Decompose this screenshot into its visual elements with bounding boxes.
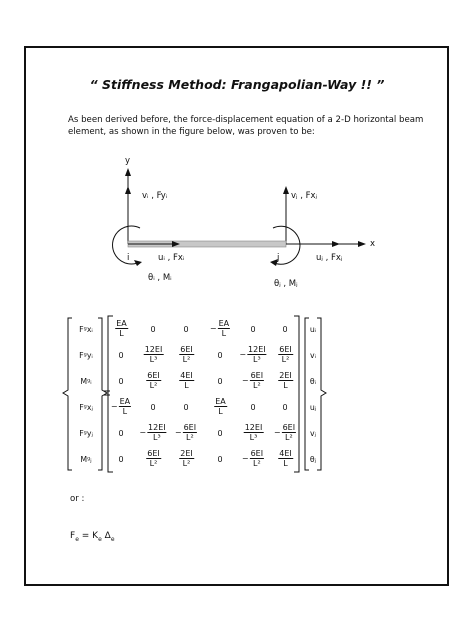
matrix-cell-numerator: 6EI xyxy=(250,449,264,458)
matrix-cell-sign: − xyxy=(139,428,147,437)
eq-stiffness: K xyxy=(92,531,99,541)
matrix-cell: 0 xyxy=(250,403,256,412)
matrix-cell-numerator: 4EI xyxy=(180,371,193,380)
page-title: “ Stiffness Method: Frangapolian-Way !! ” xyxy=(89,77,385,92)
matrix-cell: 0 xyxy=(150,403,156,412)
matrix-cell-numerator: 6EI xyxy=(147,449,160,458)
matrix-cell-numerator: 12EI xyxy=(148,423,166,432)
matrix-cell-denominator: L² xyxy=(281,355,290,364)
eq-force: F xyxy=(70,531,76,541)
matrix-cell-sign: − xyxy=(110,402,118,411)
matrix-cell xyxy=(239,345,266,364)
matrix-cell-denominator: L³ xyxy=(153,433,161,442)
matrix-cell-numerator: 6EI xyxy=(147,371,160,380)
matrix-cell-denominator: L xyxy=(119,329,124,338)
matrix-cell-numerator: EA xyxy=(215,397,226,406)
matrix-cell xyxy=(274,423,296,442)
matrix-cell-numerator: 6EI xyxy=(279,345,292,354)
theta-j-label: θⱼ , Mⱼ xyxy=(274,279,298,289)
matrix-cell-numerator: 2EI xyxy=(279,371,292,380)
matrix-cell xyxy=(210,319,230,338)
rhs-vector-entry: vⱼ xyxy=(310,429,316,438)
lhs-vector-brace-right xyxy=(98,318,107,470)
matrix-cell-sign: − xyxy=(209,324,217,333)
matrix-cell-numerator: 4EI xyxy=(279,449,292,458)
matrix-cell-denominator: L² xyxy=(253,381,261,390)
matrix-cell: 0 xyxy=(250,325,256,334)
matrix-cell: 0 xyxy=(118,351,124,360)
lhs-vector-entry: Fᶢyⱼ xyxy=(79,429,93,438)
lhs-vector-entry: Fᶢyᵢ xyxy=(79,351,93,360)
rhs-vector-entry: uⱼ xyxy=(309,403,317,412)
matrix-cell: 0 xyxy=(183,403,189,412)
matrix-cell-denominator: L xyxy=(283,459,288,468)
uj-label: uⱼ , Fxⱼ xyxy=(316,253,343,263)
matrix-cell-denominator: L² xyxy=(149,459,158,468)
matrix-cell-sign: − xyxy=(239,350,247,359)
matrix-cell: 0 xyxy=(150,325,156,334)
matrix-cell-sign: − xyxy=(174,428,182,437)
matrix-cell: 0 xyxy=(217,455,223,464)
matrix-cell xyxy=(178,371,194,390)
rhs-vector-entry: θⱼ xyxy=(309,455,317,464)
matrix-cell: 0 xyxy=(282,403,288,412)
intro-paragraph: As been derived before, the force-displacement equation of a 2-D horizontal beam element, as shown in the figure below, was proven to be: xyxy=(68,115,424,137)
matrix-cell xyxy=(145,449,161,468)
matrix-cell-numerator: 12EI xyxy=(248,345,266,354)
matrix-cell xyxy=(277,449,293,468)
rhs-vector-bracket-left xyxy=(305,318,309,470)
matrix-cell-denominator: L² xyxy=(182,459,191,468)
node-i-label: i xyxy=(127,253,130,263)
matrix-cell-denominator: L² xyxy=(285,433,293,442)
matrix-cell-denominator: L³ xyxy=(253,355,261,364)
matrix-cell: 0 xyxy=(118,455,124,464)
matrix-cell: 0 xyxy=(217,377,223,386)
matrix-cell xyxy=(243,423,264,442)
lhs-vector-entry: Mᶢⱼ xyxy=(80,455,92,464)
matrix-cell xyxy=(213,397,227,416)
lhs-vector-entry: Fᶢxⱼ xyxy=(79,403,93,412)
matrix-cell-denominator: L xyxy=(218,407,223,416)
matrix-cell xyxy=(139,423,166,442)
vj-label: vⱼ , Fxⱼ xyxy=(291,191,318,201)
matrix-cell-sign: − xyxy=(241,376,249,385)
matrix-cell xyxy=(277,371,293,390)
x-axis-label: x xyxy=(370,239,376,249)
matrix-cell-denominator: L xyxy=(221,329,227,338)
matrix-cell: 0 xyxy=(217,351,223,360)
ui-label: uᵢ , Fxᵢ xyxy=(158,253,185,263)
matrix-cell: 0 xyxy=(183,325,189,334)
matrix-cell xyxy=(114,319,128,338)
node-j-label: j xyxy=(277,253,280,263)
or-text: or : xyxy=(70,494,85,504)
matrix-cell-numerator: 2EI xyxy=(180,449,193,458)
matrix-cell-numerator: EA xyxy=(119,397,131,406)
matrix-cell-sign: − xyxy=(273,428,281,437)
lhs-vector-entry: Mᶢᵢ xyxy=(80,377,92,386)
rhs-vector-brace-right xyxy=(317,318,326,470)
matrix-cell-denominator: L² xyxy=(182,355,191,364)
matrix-cell-numerator: 12EI xyxy=(144,345,163,354)
matrix-cell-numerator: 6EI xyxy=(183,423,197,432)
rhs-vector-entry: uᵢ xyxy=(309,325,317,334)
lhs-vector-entry: Fᶢxᵢ xyxy=(79,325,93,334)
matrix-cell-numerator: 6EI xyxy=(180,345,193,354)
matrix-cell xyxy=(111,397,131,416)
matrix-cell: 0 xyxy=(118,377,124,386)
final-equation: $F_e = K_e$ $\Delta_e$ xyxy=(70,531,115,543)
vi-label: vᵢ , Fyᵢ xyxy=(142,191,168,201)
matrix-cell xyxy=(175,423,197,442)
lhs-vector-brace xyxy=(63,318,72,470)
matrix-cell-denominator: L² xyxy=(149,381,158,390)
y-axis-label: y xyxy=(125,156,131,166)
theta-i-label: θᵢ , Mᵢ xyxy=(148,273,172,283)
matrix-bracket-right xyxy=(294,316,299,472)
matrix-cell-denominator: L xyxy=(184,381,189,390)
matrix-cell xyxy=(242,371,264,390)
matrix-cell xyxy=(143,345,164,364)
matrix-cell-sign: − xyxy=(241,454,249,463)
matrix-cell-denominator: L² xyxy=(253,459,261,468)
matrix-cell: 0 xyxy=(118,429,124,438)
matrix-cell-numerator: EA xyxy=(218,319,230,328)
matrix-cell xyxy=(277,345,293,364)
matrix-cell-numerator: 6EI xyxy=(282,423,296,432)
rhs-vector-entry: vᵢ xyxy=(309,351,316,360)
matrix-cell xyxy=(178,449,194,468)
matrix-cell-numerator: 6EI xyxy=(250,371,264,380)
matrix-cell xyxy=(178,345,194,364)
matrix-cell-numerator: 12EI xyxy=(244,423,263,432)
matrix-cell xyxy=(145,371,161,390)
matrix-cell-denominator: L³ xyxy=(149,355,158,364)
matrix-cell: 0 xyxy=(282,325,288,334)
eq-displacement: Δ xyxy=(104,531,111,541)
matrix-cell-denominator: L xyxy=(283,381,288,390)
matrix-cell xyxy=(242,449,264,468)
matrix-bracket-left xyxy=(108,316,113,472)
matrix-cell-denominator: L³ xyxy=(249,433,258,442)
matrix-cell-denominator: L² xyxy=(186,433,194,442)
matrix-cell: 0 xyxy=(217,429,223,438)
matrix-cell-denominator: L xyxy=(122,407,128,416)
rhs-vector-entry: θᵢ xyxy=(309,377,317,386)
matrix-cell-numerator: EA xyxy=(116,319,127,328)
